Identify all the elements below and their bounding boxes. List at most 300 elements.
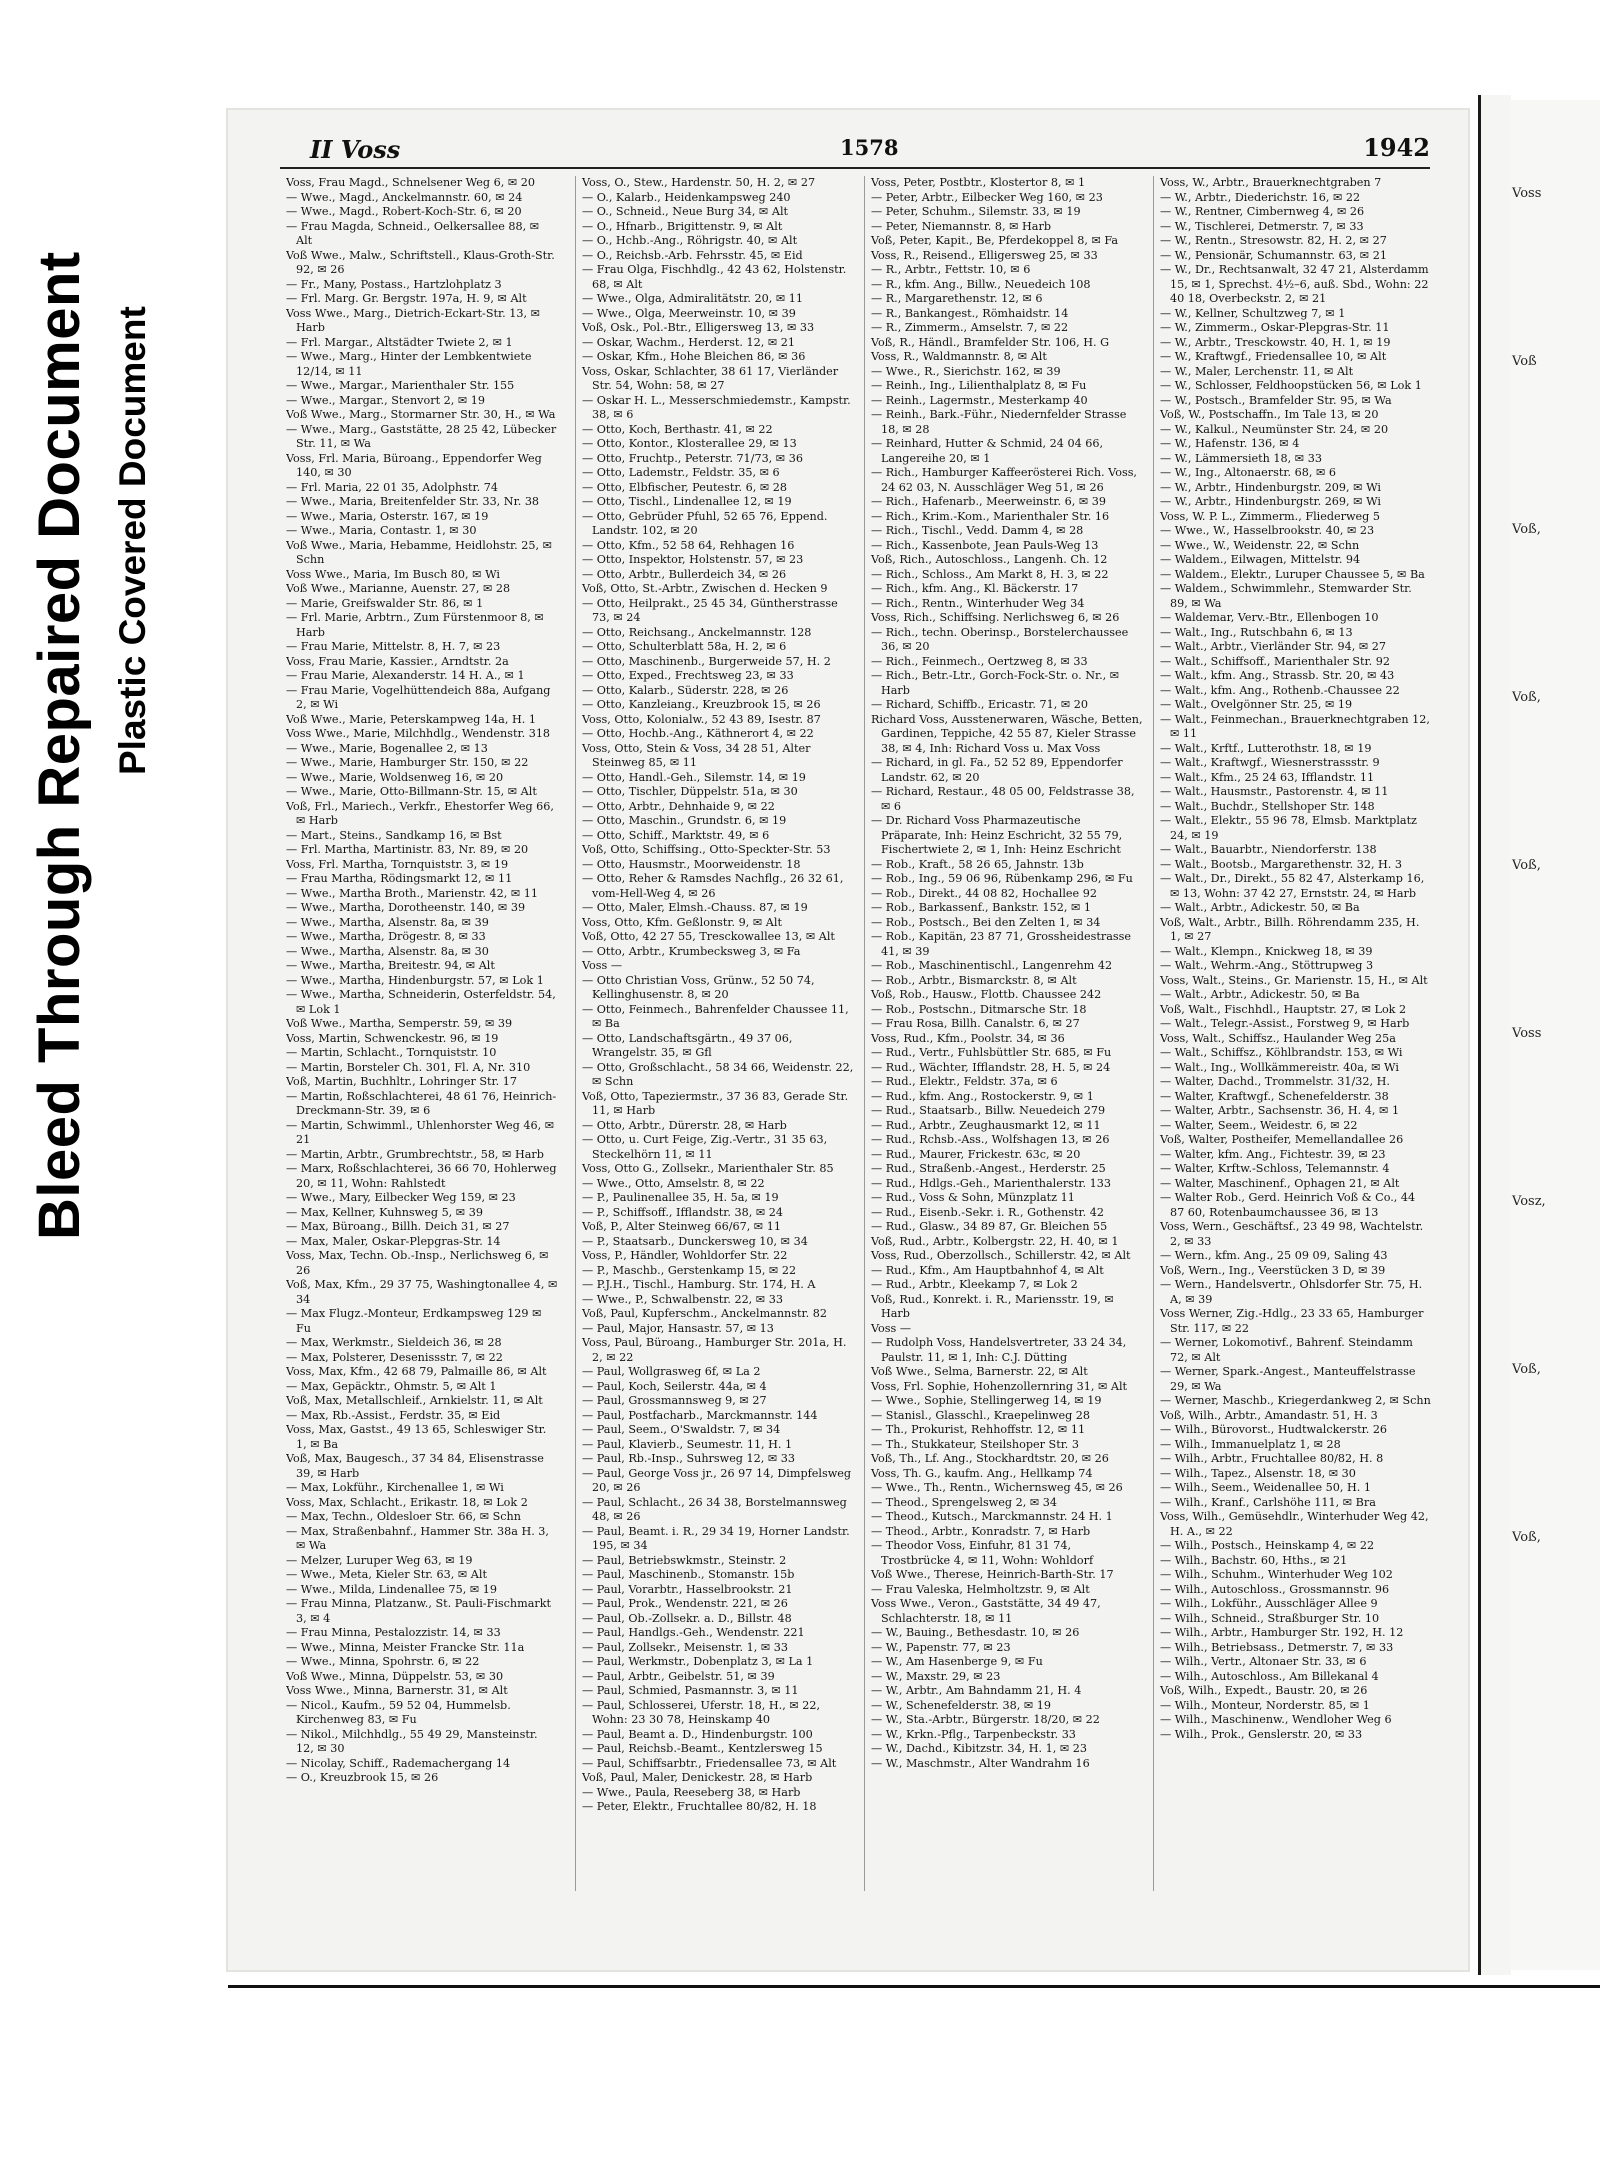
directory-entry: — Walt., Elektr., 55 96 78, Elmsb. Marktplatz 24, ✉ 19 (1160, 814, 1417, 842)
directory-entry: Voss, Frl. Martha, Tornquiststr. 3, ✉ 19 (286, 857, 509, 871)
directory-entry: — Paul, Schlosserei, Uferstr. 18, H., ✉ 22, Wohn: 23 30 78, Heinskamp 40 (582, 1698, 821, 1726)
directory-entry: — Reinh., Lagermstr., Mesterkamp 40 (871, 393, 1088, 407)
directory-entry: — Rud., Hdlgs.-Geh., Marienthalerstr. 133 (871, 1176, 1111, 1190)
directory-entry: — Walt., Hausmstr., Pastorenstr. 4, ✉ 11 (1160, 785, 1389, 798)
directory-entry: — R., Margarethenstr. 12, ✉ 6 (871, 292, 1043, 305)
directory-entry: — Rud., Kfm., Am Hauptbahnhof 4, ✉ Alt (871, 1263, 1104, 1277)
directory-entry: — Max, Lokführ., Kirchenallee 1, ✉ Wi (286, 1481, 504, 1494)
directory-entry: — Rud., Maurer, Frickestr. 63c, ✉ 20 (871, 1147, 1081, 1161)
directory-entry: Voß, P., Alter Steinweg 66/67, ✉ 11 (582, 1220, 781, 1233)
directory-entry: — Frau Marie, Alexanderstr. 14 H. A., ✉ 1 (286, 669, 525, 682)
directory-entry: — Walt., Dr., Direkt., 55 82 47, Alsterkamp 16, ✉ 13, Wohn: 37 42 27, Ernststr. 24, ✉ Harb (1160, 872, 1425, 900)
directory-entry: — Wwe., P., Schwalbenstr. 22, ✉ 33 (582, 1292, 783, 1306)
directory-entry: — Max, Büroang., Billh. Deich 31, ✉ 27 (286, 1220, 510, 1233)
page-header (280, 133, 1430, 169)
directory-entry: Voß Wwe., Marie, Peterskampweg 14a, H. 1 (286, 712, 536, 726)
directory-entry: — W., Dachd., Kibitzstr. 34, H. 1, ✉ 23 (871, 1742, 1088, 1755)
directory-entry: — Otto, Maschin., Grundstr. 6, ✉ 19 (582, 814, 787, 827)
directory-entry: Voß Wwe., Marg., Stormarner Str. 30, H., ✉ Wa (286, 408, 556, 421)
directory-entry: — Paul, George Voss jr., 26 97 14, Dimpfelsweg 20, ✉ 26 (582, 1466, 852, 1494)
directory-entry: — Wwe., Magd., Robert-Koch-Str. 6, ✉ 20 (286, 205, 522, 218)
directory-entry: — Wwe., Margar., Stenvort 2, ✉ 19 (286, 393, 486, 407)
directory-entry: — Otto, Tischl., Lindenallee 12, ✉ 19 (582, 495, 792, 508)
directory-entry: — Werner, Maschb., Kriegerdankweg 2, ✉ Schn (1160, 1394, 1431, 1407)
bleed-through-label: Bleed Through Repaired Document (27, 251, 92, 1240)
directory-entry: Richard Voss, Ausstenerwaren, Wäsche, Betten, Gardinen, Teppiche, 42 55 87, Kieler Strasse 38, ✉ 4, Inh: Richard Voss u. Max Voss (871, 712, 1143, 755)
directory-entry: Voss, Frau Marie, Kassier., Arndtstr. 2a (286, 654, 509, 668)
directory-entry: Voß Wwe., Malw., Schriftstell., Klaus-Groth-Str. 92, ✉ 26 (286, 248, 555, 276)
directory-entry: — Nicolay, Schiff., Rademachergang 14 (286, 1756, 511, 1770)
directory-entry: — Paul, Prok., Wendenstr. 221, ✉ 26 (582, 1597, 788, 1610)
directory-column-2 (575, 176, 854, 1891)
directory-entry: — Rud., Vertr., Fuhlsbüttler Str. 685, ✉ Fu (871, 1046, 1112, 1059)
directory-entry: — R., Arbtr., Fettstr. 10, ✉ 6 (871, 263, 1031, 276)
directory-entry: — P., Maschb., Gerstenkamp 15, ✉ 22 (582, 1263, 797, 1277)
directory-entry: — Frau Rosa, Billh. Canalstr. 6, ✉ 27 (871, 1017, 1080, 1030)
directory-entry: — Paul, Reichsb.-Beamt., Kentzlersweg 15 (582, 1742, 823, 1755)
directory-entry: — Frl. Martha, Martinistr. 83, Nr. 89, ✉ 20 (286, 843, 529, 856)
directory-entry: — Otto, Heilprakt., 25 45 34, Güntherstrasse 73, ✉ 24 (582, 596, 838, 624)
directory-entry: — Wern., Handelsvertr., Ohlsdorfer Str. 75, H. A, ✉ 39 (1160, 1278, 1423, 1306)
directory-entry: — Otto, Reichsang., Anckelmannstr. 128 (582, 625, 812, 639)
directory-column-3 (864, 176, 1143, 1891)
directory-entry: — Peter, Arbtr., Eilbecker Weg 160, ✉ 23 (871, 190, 1103, 204)
directory-entry: — Otto, Arbtr., Dürerstr. 28, ✉ Harb (582, 1118, 787, 1132)
directory-entry: — Wilh., Postsch., Heinskamp 4, ✉ 22 (1160, 1539, 1375, 1552)
directory-entry: — R., kfm. Ang., Billw., Neuedeich 108 (871, 277, 1091, 291)
directory-entry: — Otto, Koch, Berthastr. 41, ✉ 22 (582, 422, 773, 436)
directory-entry: Voss — (871, 1321, 912, 1335)
directory-entry: — W., Arbtr., Diederichstr. 16, ✉ 22 (1160, 190, 1361, 204)
directory-entry: — Wilh., Monteur, Norderstr. 85, ✉ 1 (1160, 1698, 1370, 1712)
directory-entry: Voss, O., Stew., Hardenstr. 50, H. 2, ✉ 27 (582, 176, 816, 189)
directory-entry: Voss, Walt., Schiffsz., Haulander Weg 25a (1160, 1031, 1396, 1045)
directory-entry: — Walt., Schiffsoff., Marienthaler Str. 92 (1160, 654, 1391, 668)
directory-entry: — Waldem., Schwimmlehr., Stemwarder Str. 89, ✉ Wa (1160, 582, 1412, 610)
directory-entry: — Frau Valeska, Helmholtzstr. 9, ✉ Alt (871, 1582, 1090, 1596)
directory-entry: — Theod., Kutsch., Marckmannstr. 24 H. 1 (871, 1510, 1113, 1523)
directory-entry: Voss Wwe., Maria, Im Busch 80, ✉ Wi (286, 567, 500, 581)
directory-entry: — Wilh., Arbtr., Hamburger Str. 192, H. 12 (1160, 1626, 1404, 1639)
directory-entry: — W., Maler, Lerchenstr. 11, ✉ Alt (1160, 364, 1354, 378)
directory-entry: — Paul, Schmied, Pasmannstr. 3, ✉ 11 (582, 1684, 799, 1697)
directory-entry: — Wilh., Kranf., Carlshöhe 111, ✉ Bra (1160, 1495, 1376, 1509)
directory-entry: — O., Schneid., Neue Burg 34, ✉ Alt (582, 205, 789, 218)
directory-entry: — Wilh., Autoschloss., Grossmannstr. 96 (1160, 1582, 1390, 1596)
directory-entry: — Walt., Kfm., 25 24 63, Ifflandstr. 11 (1160, 770, 1375, 784)
directory-entry: — Otto, Arbtr., Dehnhaide 9, ✉ 22 (582, 799, 775, 813)
directory-entry: — W., Arbtr., Tresckowstr. 40, H. 1, ✉ 19 (1160, 335, 1391, 349)
directory-entry: — Peter, Niemannstr. 8, ✉ Harb (871, 219, 1051, 233)
sidebar (0, 0, 200, 2177)
directory-entry: — O., Hfnarb., Brigittenstr. 9, ✉ Alt (582, 219, 783, 233)
directory-entry: — Th., Stukkateur, Steilshoper Str. 3 (871, 1437, 1080, 1451)
directory-entry: — Wilh., Autoschloss., Am Billekanal 4 (1160, 1669, 1379, 1683)
directory-entry: — Rudolph Voss, Handelsvertreter, 33 24 34, Paulstr. 11, ✉ 1, Inh: C.J. Dütting (871, 1336, 1127, 1364)
directory-entry: Voss, Otto, Stein & Voss, 34 28 51, Alter Steinweg 85, ✉ 11 (582, 741, 811, 769)
directory-entry: — W., Maschmstr., Alter Wandrahm 16 (871, 1756, 1090, 1770)
directory-entry: — Walt., Wehrm.-Ang., Stöttrupweg 3 (1160, 959, 1374, 972)
directory-entry: — Rud., Arbtr., Zeughausmarkt 12, ✉ 11 (871, 1118, 1101, 1132)
directory-entry: — R., Bankangest., Römhaidstr. 14 (871, 306, 1069, 320)
directory-entry: — Walter, Seem., Weidestr. 6, ✉ 22 (1160, 1118, 1358, 1132)
directory-entry: — O., Reichsb.-Arb. Fehrsstr. 45, ✉ Eid (582, 248, 803, 262)
directory-entry: — Wilh., Lokführ., Ausschläger Allee 9 (1160, 1597, 1378, 1610)
directory-entry: — Wwe., Paula, Reeseberg 38, ✉ Harb (582, 1785, 801, 1799)
directory-entry: Voß, Walt., Arbtr., Billh. Röhrendamm 235, H. 1, ✉ 27 (1160, 915, 1420, 943)
directory-entry: — Rich., Kassenbote, Jean Pauls-Weg 13 (871, 538, 1099, 552)
plastic-covered-label: Plastic Covered Document (112, 306, 153, 775)
directory-entry: — P., Staatsarb., Dunckersweg 10, ✉ 34 (582, 1234, 808, 1248)
directory-entry: — Walt., Arbtr., Adickestr. 50, ✉ Ba (1160, 901, 1360, 914)
directory-entry: Voß, Rob., Hausw., Flottb. Chaussee 242 (871, 988, 1102, 1001)
directory-entry: Voss, P., Händler, Wohldorfer Str. 22 (582, 1249, 788, 1262)
directory-entry: — Paul, Major, Hansastr. 57, ✉ 13 (582, 1321, 774, 1335)
directory-entry: — Wwe., Meta, Kieler Str. 63, ✉ Alt (286, 1568, 487, 1581)
directory-entry: — Theod., Sprengelsweg 2, ✉ 34 (871, 1495, 1058, 1509)
directory-entry: — Paul, Postfacharb., Marckmannstr. 144 (582, 1408, 818, 1422)
directory-entry: — Wilh., Schneid., Straßburger Str. 10 (1160, 1611, 1380, 1625)
directory-entry: — Wilh., Bürovorst., Hudtwalckerstr. 26 (1160, 1423, 1388, 1436)
directory-entry: — W., Krkn.-Pflg., Tarpenbeckstr. 33 (871, 1727, 1076, 1741)
directory-entry: Voß, Osk., Pol.-Btr., Elligersweg 13, ✉ 33 (582, 321, 815, 334)
directory-entry: — Rich., Hafenarb., Meerweinstr. 6, ✉ 39 (871, 495, 1107, 508)
directory-entry: — Otto, u. Curt Feige, Zig.-Vertr., 31 35 63, Steckelhörn 11, ✉ 11 (582, 1133, 828, 1161)
directory-entry: — Otto, Schulterblatt 58a, H. 2, ✉ 6 (582, 640, 787, 653)
directory-entry: — Wwe., Marie, Otto-Billmann-Str. 15, ✉ Alt (286, 785, 537, 798)
directory-entry: — Nicol., Kaufm., 59 52 04, Hummelsb. Kirchenweg 83, ✉ Fu (286, 1698, 511, 1726)
next-page-text-fragments (1512, 185, 1546, 1547)
directory-entry: — Wwe., Martha, Hindenburgstr. 57, ✉ Lok 1 (286, 973, 544, 987)
directory-entry: — Walt., Buchdr., Stellshoper Str. 148 (1160, 799, 1375, 813)
directory-entry: — W., Arbtr., Hindenburgstr. 269, ✉ Wi (1160, 495, 1381, 508)
directory-entry: — Werner, Spark.-Angest., Manteuffelstrasse 29, ✉ Wa (1160, 1365, 1416, 1393)
directory-entry: — Walter, Arbtr., Sachsenstr. 36, H. 4, ✉ 1 (1160, 1104, 1400, 1117)
directory-entry: Voss, Max, Techn. Ob.-Insp., Nerlichsweg 6, ✉ 26 (286, 1249, 549, 1277)
directory-entry: — Marie, Greifswalder Str. 86, ✉ 1 (286, 596, 484, 610)
directory-entry: — Wwe., Milda, Lindenallee 75, ✉ 19 (286, 1582, 498, 1596)
directory-entry: — Rich., Feinmech., Oertzweg 8, ✉ 33 (871, 654, 1088, 668)
directory-entry: — Wwe., Martha, Breitestr. 94, ✉ Alt (286, 959, 495, 972)
directory-entry: — Walt., kfm. Ang., Strassb. Str. 20, ✉ 43 (1160, 669, 1395, 682)
directory-entry: — W., Rentn., Stresowstr. 82, H. 2, ✉ 27 (1160, 234, 1387, 247)
directory-entry: — Walt., Schiffsz., Köhlbrandstr. 153, ✉ Wi (1160, 1046, 1403, 1059)
directory-entry: — Wwe., R., Sierichstr. 162, ✉ 39 (871, 364, 1061, 378)
directory-entry: — W., Postsch., Bramfelder Str. 95, ✉ Wa (1160, 393, 1392, 407)
directory-entry: — Rob., Barkassenf., Bankstr. 152, ✉ 1 (871, 901, 1091, 914)
directory-entry: — Wwe., Martha, Schneiderin, Osterfeldstr. 54, ✉ Lok 1 (286, 988, 556, 1016)
directory-entry: Voss, Otto, Kfm. Geßlonstr. 9, ✉ Alt (582, 915, 782, 929)
directory-entry: — Waldem., Eilwagen, Mittelstr. 94 (1160, 553, 1361, 566)
directory-entry: — W., Zimmerm., Oskar-Plepgras-Str. 11 (1160, 321, 1390, 334)
edge-fragment: Voss (1512, 186, 1542, 201)
directory-entry: — Paul, Beamt. i. R., 29 34 19, Horner Landstr. 195, ✉ 34 (582, 1524, 850, 1552)
directory-entry: Voss, Rich., Schiffsing. Nerlichsweg 6, ✉ 26 (871, 611, 1120, 624)
directory-entry: — P., Paulinenallee 35, H. 5a, ✉ 19 (582, 1191, 779, 1204)
directory-entry: — Frl. Marg. Gr. Bergstr. 197a, H. 9, ✉ Alt (286, 292, 527, 305)
directory-entry: Voß, Otto, St.-Arbtr., Zwischen d. Hecken 9 (582, 582, 828, 595)
directory-entry: — P.J.H., Tischl., Hamburg. Str. 174, H. A (582, 1278, 816, 1291)
directory-entry: Voss Wwe., Minna, Barnerstr. 31, ✉ Alt (286, 1684, 508, 1697)
directory-entry: — Walt., Ing., Rutschbahn 6, ✉ 13 (1160, 625, 1353, 639)
directory-entry: Voß Wwe., Minna, Düppelstr. 53, ✉ 30 (286, 1669, 504, 1683)
header-section: II Voss (310, 135, 401, 164)
directory-entry: — Reinh., Ing., Lilienthalplatz 8, ✉ Fu (871, 379, 1087, 392)
directory-entry: — W., Dr., Rechtsanwalt, 32 47 21, Alsterdamm 15, ✉ 1, Sprechst. 4½–6, auß. Sbd., Wohn: 22 40 18, Overbeckstr. 2, ✉ 21 (1160, 263, 1429, 305)
directory-entry: — Paul, Wollgrasweg 6f, ✉ La 2 (582, 1365, 761, 1378)
directory-entry: — Walt., Bootsb., Margarethenstr. 32, H. 3 (1160, 857, 1403, 871)
directory-entry: — Max, Gepäcktr., Ohmstr. 5, ✉ Alt 1 (286, 1379, 497, 1393)
directory-entry: Voß, Rud., Konrekt. i. R., Mariensstr. 19, ✉ Harb (871, 1292, 1114, 1320)
directory-entry: — Walt., Kraftwgf., Wiesnerstrassstr. 9 (1160, 756, 1380, 769)
directory-entry: — Wwe., Maria, Osterstr. 167, ✉ 19 (286, 509, 489, 523)
directory-entry: — Waldem., Elektr., Luruper Chaussee 5, ✉ Ba (1160, 567, 1425, 581)
directory-entry: Voß, Wern., Ing., Veerstücken 3 D, ✉ 39 (1160, 1263, 1386, 1277)
directory-entry: Voss, Oskar, Schlachter, 38 61 17, Vierländer Str. 54, Wohn: 58, ✉ 27 (582, 364, 839, 392)
directory-entry: — Max, Werkmstr., Sieldeich 36, ✉ 28 (286, 1336, 502, 1349)
directory-entry: Voß, Paul, Maler, Denickestr. 28, ✉ Harb (582, 1771, 813, 1784)
directory-entry: Voss, W. P. L., Zimmerm., Fliederweg 5 (1160, 509, 1381, 523)
directory-entry: — Otto, Feinmech., Bahrenfelder Chaussee 11, ✉ Ba (582, 1002, 849, 1030)
directory-entry: Voß, W., Postschaffn., Im Tale 13, ✉ 20 (1160, 408, 1379, 421)
directory-entry: — Peter, Schuhm., Silemstr. 33, ✉ 19 (871, 205, 1081, 218)
edge-fragment: Voß, (1512, 522, 1541, 537)
directory-entry: — Walter Rob., Gerd. Heinrich Voß & Co., 44 87 60, Rotenbaumchaussee 36, ✉ 13 (1160, 1191, 1416, 1219)
directory-entry: Voß, Max, Kfm., 29 37 75, Washingtonallee 4, ✉ 34 (286, 1278, 558, 1306)
edge-fragment: Vosz, (1512, 1194, 1546, 1209)
directory-entry: — Otto, Hochb.-Ang., Käthnerort 4, ✉ 22 (582, 727, 814, 740)
directory-entry: — Paul, Arbtr., Geibelstr. 51, ✉ 39 (582, 1669, 775, 1683)
directory-entry: — W., Rentner, Cimbernweg 4, ✉ 26 (1160, 205, 1365, 218)
directory-entry: — W., Hafenstr. 136, ✉ 4 (1160, 437, 1300, 450)
directory-entry: — Wern., kfm. Ang., 25 09 09, Saling 43 (1160, 1249, 1388, 1262)
directory-entry: — Rich., Hamburger Kaffeerösterei Rich. Voss, 24 62 03, N. Ausschläger Weg 51, ✉ 26 (871, 466, 1137, 494)
directory-entry: Voß, Rich., Autoschloss., Langenh. Ch. 12 (871, 553, 1108, 566)
directory-entry: — Martin, Roßschlachterei, 48 61 76, Heinrich-Dreckmann-Str. 39, ✉ 6 (286, 1089, 557, 1117)
directory-entry: — Martin, Schwimml., Uhlenhorster Weg 46, ✉ 21 (286, 1118, 555, 1146)
directory-entry: — Rich., Schloss., Am Markt 8, H. 3, ✉ 22 (871, 567, 1109, 581)
directory-entry: — Richard, Schiffb., Ericastr. 71, ✉ 20 (871, 698, 1089, 711)
directory-columns (286, 176, 1436, 1896)
directory-entry: — Walt., Krftf., Lutterothstr. 18, ✉ 19 (1160, 741, 1372, 755)
directory-entry: — Max, Techn., Oldesloer Str. 66, ✉ Schn (286, 1510, 521, 1523)
directory-entry: — Frl. Margar., Altstädter Twiete 2, ✉ 1 (286, 335, 513, 349)
directory-entry: — Walter, Dachd., Trommelstr. 31/32, H. (1160, 1075, 1390, 1088)
directory-entry: — Wwe., Marie, Bogenallee 2, ✉ 13 (286, 741, 488, 755)
directory-entry: — Paul, Zollsekr., Meisenstr. 1, ✉ 33 (582, 1640, 789, 1654)
directory-entry: — Otto, Arbtr., Krumbecksweg 3, ✉ Fa (582, 944, 801, 958)
directory-entry: — Rob., Maschinentischl., Langenrehm 42 (871, 959, 1113, 972)
directory-entry: — Rud., Rchsb.-Ass., Wolfshagen 13, ✉ 26 (871, 1133, 1110, 1146)
directory-entry: — Wwe., W., Weidenstr. 22, ✉ Schn (1160, 538, 1360, 552)
directory-entry: — Rob., Direkt., 44 08 82, Hochallee 92 (871, 886, 1097, 900)
directory-entry: — Frau Marie, Mittelstr. 8, H. 7, ✉ 23 (286, 640, 501, 653)
directory-entry: — Wwe., Martha, Dorotheenstr. 140, ✉ 39 (286, 901, 526, 914)
directory-entry: — Wwe., Otto, Amselstr. 8, ✉ 22 (582, 1176, 765, 1190)
directory-entry: — W., Bauing., Bethesdastr. 10, ✉ 26 (871, 1626, 1080, 1639)
directory-entry: Voss, Martin, Schwenckestr. 96, ✉ 19 (286, 1031, 499, 1045)
edge-fragment: Voß (1512, 354, 1537, 369)
directory-entry: — Otto, Handl.-Geh., Silemstr. 14, ✉ 19 (582, 770, 806, 784)
directory-entry: — Wwe., Sophie, Stellingerweg 14, ✉ 19 (871, 1394, 1102, 1407)
directory-entry: — Wwe., Marie, Hamburger Str. 150, ✉ 22 (286, 756, 529, 769)
directory-entry: — Paul, Seem., O'Swaldstr. 7, ✉ 34 (582, 1423, 781, 1436)
directory-entry: Voss, Peter, Postbtr., Klostertor 8, ✉ 1 (871, 176, 1086, 189)
directory-entry: — Rud., Voss & Sohn, Münzplatz 11 (871, 1191, 1075, 1204)
directory-entry: — Frl. Marie, Arbtrn., Zum Fürstenmoor 8, ✉ Harb (286, 611, 544, 639)
directory-entry: — Rob., Ing., 59 06 96, Rübenkamp 296, ✉ Fu (871, 872, 1133, 885)
directory-entry: — Rich., Tischl., Vedd. Damm 4, ✉ 28 (871, 524, 1084, 537)
directory-entry: — W., Lämmersieth 18, ✉ 33 (1160, 451, 1322, 465)
directory-entry: — Otto, Schiff., Marktstr. 49, ✉ 6 (582, 828, 770, 842)
directory-entry: Voß, Peter, Kapit., Be, Pferdekoppel 8, ✉ Fa (871, 234, 1119, 247)
directory-entry: — O., Kreuzbrook 15, ✉ 26 (286, 1771, 439, 1784)
directory-entry: — Otto, Hausmstr., Moorweidenstr. 18 (582, 857, 801, 871)
directory-entry: — Paul, Werkmstr., Dobenplatz 3, ✉ La 1 (582, 1655, 814, 1668)
directory-entry: Voss, W., Arbtr., Brauerknechtgraben 7 (1160, 176, 1382, 189)
directory-entry: — Otto, Großschlacht., 58 34 66, Weidenstr. 22, ✉ Schn (582, 1060, 854, 1088)
directory-entry: — W., Sta.-Arbtr., Bürgerstr. 18/20, ✉ 22 (871, 1713, 1100, 1726)
directory-entry: — Wwe., Olga, Meerweinstr. 10, ✉ 39 (582, 306, 796, 320)
directory-entry: — Wwe., Minna, Meister Francke Str. 11a (286, 1640, 525, 1654)
directory-entry: — Fr., Many, Postass., Hartzlohplatz 3 (286, 277, 502, 291)
directory-entry: — Rud., Staatsarb., Billw. Neuedeich 279 (871, 1104, 1106, 1117)
directory-entry: — W., Schenefelderstr. 38, ✉ 19 (871, 1698, 1051, 1712)
directory-column-1 (286, 176, 558, 1891)
directory-entry: — W., Tischlerei, Detmerstr. 7, ✉ 33 (1160, 219, 1364, 233)
directory-entry: — Rud., Glasw., 34 89 87, Gr. Bleichen 55 (871, 1220, 1108, 1233)
directory-entry: — Th., Prokurist, Rehhoffstr. 12, ✉ 11 (871, 1423, 1086, 1436)
next-page-edge (1478, 95, 1511, 1975)
year-label: 1942 (1363, 133, 1430, 162)
directory-entry: — Paul, Betriebswkmstr., Steinstr. 2 (582, 1553, 787, 1567)
directory-entry: — Paul, Schlacht., 26 34 38, Borstelmannsweg 48, ✉ 26 (582, 1495, 847, 1523)
directory-entry: Voß, Walter, Postheifer, Memellandallee 26 (1160, 1133, 1404, 1146)
directory-entry: — Rud., kfm. Ang., Rostockerstr. 9, ✉ 1 (871, 1089, 1094, 1103)
directory-entry: — Reinhard, Hutter & Schmid, 24 04 66, Langereihe 20, ✉ 1 (871, 437, 1104, 465)
directory-entry: Voss, Otto G., Zollsekr., Marienthaler Str. 85 (582, 1162, 834, 1175)
directory-entry: — Werner, Lokomotivf., Bahrenf. Steindamm 72, ✉ Alt (1160, 1336, 1413, 1364)
directory-entry: — Theodor Voss, Einfuhr, 81 31 74, Trostbrücke 4, ✉ 11, Wohn: Wohldorf (871, 1539, 1094, 1567)
page-number: 1578 (840, 135, 899, 160)
directory-entry: — Walt., Bauarbtr., Niendorferstr. 138 (1160, 843, 1377, 856)
directory-entry: — Mart., Steins., Sandkamp 16, ✉ Bst (286, 828, 502, 842)
directory-entry: Voss, R., Waldmannstr. 8, ✉ Alt (871, 350, 1047, 363)
directory-entry: — Walt., Feinmechan., Brauerknechtgraben 12, ✉ 11 (1160, 712, 1430, 740)
directory-entry: — Otto, Exped., Frechtsweg 23, ✉ 33 (582, 669, 794, 682)
directory-entry: — Max, Kellner, Kuhnsweg 5, ✉ 39 (286, 1205, 483, 1219)
directory-entry: — Wwe., Margar., Marienthaler Str. 155 (286, 379, 515, 392)
directory-entry: Voss — (582, 959, 623, 972)
directory-entry: Voß, Wilh., Expedt., Baustr. 20, ✉ 26 (1160, 1684, 1368, 1697)
directory-entry: — O., Hchb.-Ang., Röhrigstr. 40, ✉ Alt (582, 234, 798, 247)
directory-entry: Voß Wwe., Marianne, Auenstr. 27, ✉ 28 (286, 582, 511, 595)
directory-entry: Voss, Otto, Kolonialw., 52 43 89, Isestr. 87 (582, 712, 821, 726)
directory-entry: — Rob., Postschn., Ditmarsche Str. 18 (871, 1002, 1087, 1016)
directory-entry: Voss, Max, Kfm., 42 68 79, Palmaille 86, ✉ Alt (286, 1365, 547, 1378)
directory-entry: Voss Wwe., Marie, Milchhdlg., Wendenstr. 318 (286, 727, 551, 740)
directory-entry: — R., Zimmerm., Amselstr. 7, ✉ 22 (871, 321, 1069, 334)
directory-entry: Voss, Frl. Sophie, Hohenzollernring 31, ✉ Alt (871, 1379, 1128, 1393)
directory-entry: Voss, Max, Schlacht., Erikastr. 18, ✉ Lok 2 (286, 1495, 528, 1509)
directory-entry: — Nikol., Milchhdlg., 55 49 29, Mansteinstr. 12, ✉ 30 (286, 1727, 538, 1755)
directory-entry: — Wilh., Tapez., Alsenstr. 18, ✉ 30 (1160, 1466, 1356, 1480)
directory-entry: — W., Ing., Altonaerstr. 68, ✉ 6 (1160, 466, 1337, 479)
directory-entry: — Reinh., Bark.-Führ., Niedernfelder Strasse 18, ✉ 28 (871, 408, 1127, 436)
directory-entry: — Rud., Elektr., Feldstr. 37a, ✉ 6 (871, 1075, 1058, 1088)
directory-entry: — Walt., Ovelgönner Str. 25, ✉ 19 (1160, 698, 1353, 711)
directory-entry: — Wwe., Olga, Admiralitätstr. 20, ✉ 11 (582, 292, 804, 305)
directory-entry: Voß, Rud., Arbtr., Kolbergstr. 22, H. 40, ✉ 1 (871, 1234, 1119, 1248)
directory-entry: — Wilh., Prok., Genslerstr. 20, ✉ 33 (1160, 1727, 1363, 1741)
directory-entry: — Marx, Roßschlachterei, 36 66 70, Hohlerweg 20, ✉ 11, Wohn: Rahlstedt (286, 1162, 557, 1190)
directory-entry: — Otto, Reher & Ramsdes Nachflg., 26 32 61, vom-Hell-Weg 4, ✉ 26 (582, 872, 844, 900)
directory-entry: — Frau Magda, Schneid., Oelkersallee 88, ✉ Alt (286, 219, 540, 247)
directory-entry: — Walt., Telegr.-Assist., Forstweg 9, ✉ Harb (1160, 1017, 1410, 1030)
directory-entry: Voss, Wern., Geschäftsf., 23 49 98, Wachtelstr. 2, ✉ 33 (1160, 1220, 1424, 1248)
directory-entry: — Richard, Restaur., 48 05 00, Feldstrasse 38, ✉ 6 (871, 785, 1135, 813)
directory-entry: — Frl. Maria, 22 01 35, Adolphstr. 74 (286, 480, 498, 494)
directory-entry: Voß, Max, Metallschleif., Arnkielstr. 11, ✉ Alt (286, 1394, 543, 1407)
directory-entry: — Frau Marie, Vogelhüttendeich 88a, Aufgang 2, ✉ Wi (286, 683, 551, 711)
directory-entry: — Otto, Landschaftsgärtn., 49 37 06, Wrangelstr. 35, ✉ Gfl (582, 1031, 793, 1059)
directory-entry: — Wwe., Martha, Alsenstr. 8a, ✉ 39 (286, 915, 489, 929)
directory-entry: Voss, Max, Gastst., 49 13 65, Schleswiger Str. 1, ✉ Ba (286, 1423, 547, 1451)
directory-entry: — Rud., Eisenb.-Sekr. i. R., Gothenstr. 42 (871, 1205, 1104, 1219)
directory-entry: Voss, Rud., Oberzollsch., Schillerstr. 42, ✉ Alt (871, 1249, 1131, 1262)
directory-entry: Voss, Th. G., kaufm. Ang., Hellkamp 74 (871, 1466, 1093, 1480)
scan-bottom-edge (228, 1985, 1600, 1988)
directory-entry: — Oskar H. L., Messerschmiedemstr., Kampstr. 38, ✉ 6 (582, 393, 851, 421)
directory-entry: — Wilh., Seem., Weidenallee 50, H. 1 (1160, 1481, 1371, 1494)
directory-entry: — Rich., kfm. Ang., Kl. Bäckerstr. 17 (871, 582, 1079, 595)
edge-fragment: Voss (1512, 1026, 1542, 1041)
directory-entry: Voss, Frau Magd., Schnelsener Weg 6, ✉ 20 (286, 176, 535, 189)
directory-entry: Voß, Wilh., Arbtr., Amandastr. 51, H. 3 (1160, 1408, 1378, 1422)
directory-entry: Voß, Th., Lf. Ang., Stockhardtstr. 20, ✉ 26 (871, 1452, 1109, 1465)
directory-entry: — Otto, Fruchtp., Peterstr. 71/73, ✉ 36 (582, 451, 803, 465)
directory-entry: Voß, Walt., Fischhdl., Hauptstr. 27, ✉ Lok 2 (1160, 1002, 1407, 1016)
directory-entry: — Paul, Grossmannsweg 9, ✉ 27 (582, 1394, 767, 1407)
directory-entry: — Wwe., Marg., Hinter der Lembkentwiete 12/14, ✉ 11 (286, 350, 532, 378)
edge-fragment: Voß, (1512, 1530, 1541, 1545)
directory-column-4 (1153, 176, 1432, 1891)
directory-entry: — Wilh., Arbtr., Fruchtallee 80/82, H. 8 (1160, 1452, 1384, 1465)
directory-entry: Voss, Rud., Kfm., Poolstr. 34, ✉ 36 (871, 1031, 1065, 1045)
directory-entry: — Wilh., Bachstr. 60, Hths., ✉ 21 (1160, 1553, 1348, 1567)
directory-entry: — Martin, Schlacht., Tornquiststr. 10 (286, 1046, 497, 1059)
directory-entry: — Wilh., Maschinenw., Wendloher Weg 6 (1160, 1713, 1392, 1726)
directory-entry: — Max, Rb.-Assist., Ferdstr. 35, ✉ Eid (286, 1408, 501, 1422)
directory-entry: — Wwe., Martha Broth., Marienstr. 42, ✉ 11 (286, 886, 539, 900)
directory-entry: — W., Papenstr. 77, ✉ 23 (871, 1640, 1011, 1654)
directory-entry: — Wwe., Marg., Gaststätte, 28 25 42, Lübecker Str. 11, ✉ Wa (286, 422, 557, 450)
directory-entry: — Oskar, Wachm., Herderst. 12, ✉ 21 (582, 335, 795, 349)
directory-entry: Voss, Wilh., Gemüsehdlr., Winterhuder Weg 42, H. A., ✉ 22 (1160, 1510, 1429, 1538)
directory-entry: — Wwe., Martha, Drögestr. 8, ✉ 33 (286, 930, 486, 943)
directory-entry: — W., Kraftwgf., Friedensallee 10, ✉ Alt (1160, 350, 1387, 363)
directory-entry: — Wilh., Immanuelplatz 1, ✉ 28 (1160, 1437, 1341, 1451)
directory-entry: — Max, Maler, Oskar-Plepgras-Str. 14 (286, 1234, 501, 1248)
directory-entry: Voß Wwe., Therese, Heinrich-Barth-Str. 17 (871, 1568, 1114, 1581)
directory-entry: — W., Am Hasenberge 9, ✉ Fu (871, 1655, 1043, 1668)
directory-entry: — Paul, Handlgs.-Geh., Wendenstr. 221 (582, 1626, 805, 1639)
directory-entry: Voss, Walt., Steins., Gr. Marienstr. 15, H., ✉ Alt (1160, 973, 1428, 987)
directory-entry: — Wwe., Martha, Alsenstr. 8a, ✉ 30 (286, 944, 489, 958)
directory-entry: — Walter, Maschinenf., Ophagen 21, ✉ Alt (1160, 1176, 1400, 1190)
directory-entry: Voss, Frl. Maria, Büroang., Eppendorfer Weg 140, ✉ 30 (286, 451, 542, 479)
directory-entry: Voß, Paul, Kupferschm., Anckelmannstr. 82 (582, 1307, 827, 1320)
